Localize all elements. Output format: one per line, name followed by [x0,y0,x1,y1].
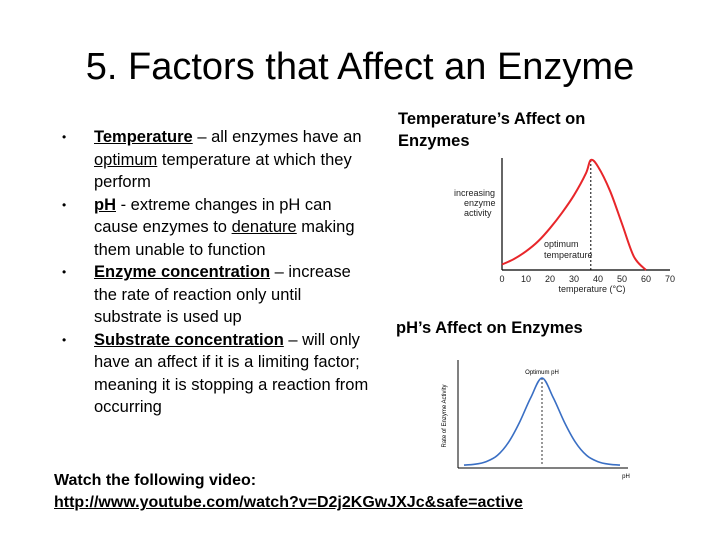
bullet-text-end: making them unable to function [94,218,355,259]
bullet-text: – increase the rate of reaction only until substrate is used up [94,263,351,326]
bullet-text: - extreme changes in pH can cause enzymes to [94,195,332,236]
temp-x-tick-label: 0 [499,274,505,284]
temp-x-tick-label: 70 [664,274,676,284]
temp-x-label: temperature (°C) [558,284,626,294]
factors-list [62,126,372,419]
bullet-substrate-concentration [62,329,372,419]
bullet-marker: • [62,130,67,144]
temp-x-tick-label: 50 [616,274,628,284]
bullet-enzyme-concentration [62,261,372,329]
slide-title: 5. Factors that Affect an Enzyme [85,46,635,88]
bullet-label: Temperature [94,128,193,146]
temp-x-ticks [499,274,675,284]
video-label: Watch the following video: [54,472,257,489]
temp-x-tick-label: 30 [568,274,580,284]
ph-x-label: pH [622,474,630,480]
bullet-text: – all enzymes have an [192,128,362,146]
bullet-underlined-word: optimum [94,150,158,169]
bullet-text-end: temperature at which they perform [94,150,352,191]
bullet-ph [62,194,372,262]
optimum-temperature-annotation: optimum temperature [544,239,593,260]
temp-x-tick-label: 60 [640,274,652,284]
bullet-underlined-word: denature [231,218,297,236]
bullet-marker: • [62,332,67,347]
bullet-label: Enzyme concentration [94,263,271,281]
temperature-chart-title: Temperature’s Affect on Enzymes [398,110,586,150]
temp-x-tick-label: 20 [544,274,556,284]
video-link[interactable]: http://www.youtube.com/watch?v=D2j2KGwJXJc&safe=active [54,494,523,511]
bullet-text: – will only have an affect if it is a limiting factor; meaning it is stopping a reaction from occurring [94,330,369,416]
bullet-label: pH [94,195,116,214]
temp-x-tick-label: 40 [592,274,604,284]
temperature-chart [440,150,690,300]
bullet-marker: • [62,197,67,212]
bullet-temperature [62,126,372,194]
bullet-label: Substrate concentration [94,330,284,349]
temp-y-label: increasing enzyme activity [454,188,496,218]
optimum-ph-annotation: Optimum pH [525,370,559,376]
ph-y-label: Rate of Enzyme Activity [442,384,448,448]
ph-chart [436,356,636,486]
bullet-marker: • [62,265,67,279]
ph-chart-title: pH’s Affect on Enzymes [396,319,583,337]
temp-x-tick-label: 10 [520,274,532,284]
